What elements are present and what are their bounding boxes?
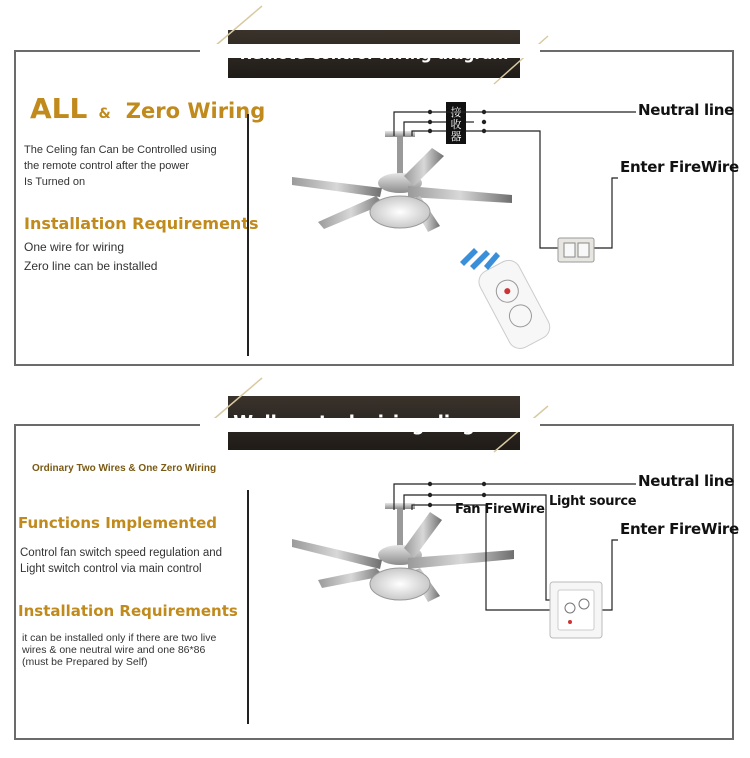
desc-line: The Celing fan Can be Controlled using bbox=[24, 144, 217, 156]
receiver-label-1: 接 bbox=[450, 106, 462, 119]
fan-canopy bbox=[385, 131, 415, 137]
accent-line bbox=[208, 378, 262, 424]
banner-accents bbox=[208, 6, 548, 452]
fan-downrod bbox=[397, 509, 403, 549]
wall-control-panel bbox=[550, 582, 602, 638]
accent-line bbox=[494, 36, 548, 84]
req-line: One wire for wiring bbox=[24, 240, 125, 254]
fan-canopy bbox=[385, 503, 415, 509]
frame-gap bbox=[200, 418, 540, 432]
fan-blade bbox=[292, 177, 382, 197]
enter-firewire-label-2: Enter FireWire bbox=[620, 520, 739, 538]
fan-blade bbox=[292, 539, 382, 569]
func-heading: Functions Implemented bbox=[18, 514, 218, 532]
ceiling-fan-wall bbox=[292, 503, 514, 602]
frame-gap bbox=[200, 44, 540, 58]
neutral-line-label-2: Neutral line bbox=[638, 472, 734, 490]
req-line: it can be installed only if there are two live bbox=[22, 632, 217, 644]
func-line: Control fan switch speed regulation and bbox=[20, 547, 223, 559]
func-line: Light switch control via main control bbox=[20, 563, 202, 575]
light-source-label: Light source bbox=[549, 494, 637, 509]
fan-blade bbox=[404, 512, 442, 558]
wall-subtitle: Ordinary Two Wires & One Zero Wiring bbox=[32, 463, 217, 474]
fan-light bbox=[370, 568, 430, 600]
receiver-label-2: 收 bbox=[450, 118, 462, 131]
fan-blade bbox=[408, 186, 512, 203]
req-line: Zero line can be installed bbox=[24, 259, 158, 273]
remote-req-heading: Installation Requirements bbox=[24, 214, 259, 233]
zero-wiring: Zero Wiring bbox=[125, 99, 266, 123]
receiver-label-3: 器 bbox=[450, 130, 462, 143]
ceiling-fan-remote bbox=[292, 131, 512, 232]
desc-line: Is Turned on bbox=[24, 176, 86, 188]
fan-firewire-label: Fan FireWire bbox=[455, 502, 545, 517]
req-line: (must be Prepared by Self) bbox=[22, 656, 148, 668]
enter-firewire-label-1: Enter FireWire bbox=[620, 158, 739, 176]
all-word: ALL bbox=[30, 92, 88, 125]
fan-blade bbox=[404, 148, 444, 186]
desc-line: the remote control after the power bbox=[24, 160, 190, 172]
fan-light bbox=[370, 196, 430, 228]
wall-req-heading: Installation Requirements bbox=[18, 602, 238, 620]
fan-downrod bbox=[397, 137, 403, 177]
neutral-line-label-1: Neutral line bbox=[638, 101, 734, 119]
ampersand: & bbox=[98, 105, 111, 122]
remote-control bbox=[475, 256, 554, 353]
req-line: wires & one neutral wire and one 86*86 bbox=[22, 644, 206, 656]
fan-blade bbox=[408, 550, 514, 569]
